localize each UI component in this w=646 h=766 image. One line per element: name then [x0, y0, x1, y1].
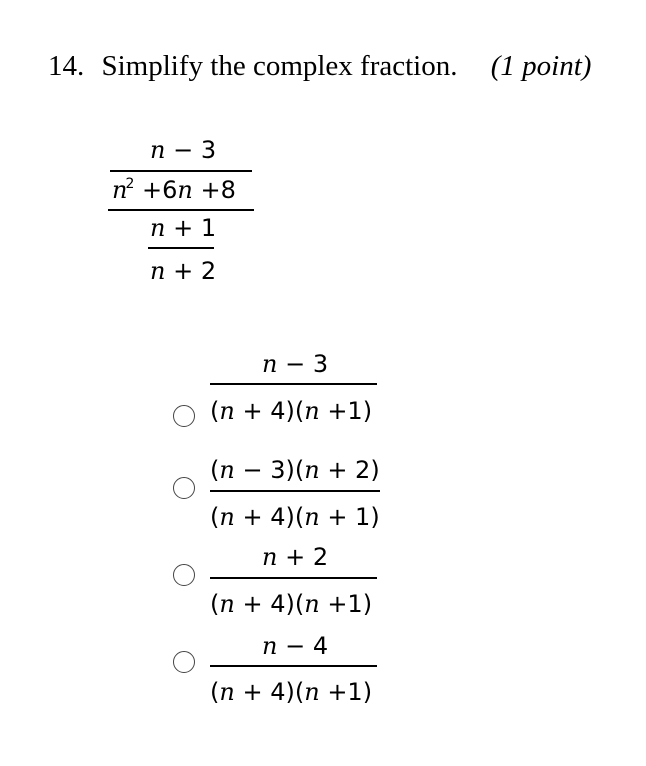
radio-choice-b[interactable]: [173, 477, 195, 499]
radio-choice-c[interactable]: [173, 564, 195, 586]
choice-c-fraction-bar: [210, 577, 377, 579]
outer-denominator-top: n + 1: [150, 214, 217, 242]
radio-choice-d[interactable]: [173, 651, 195, 673]
choice-b-denominator: (n + 4)(n + 1): [210, 503, 380, 531]
question-prompt: Simplify the complex fraction.: [101, 50, 458, 82]
choice-c-numerator: n + 2: [262, 543, 329, 571]
choice-d-fraction-bar: [210, 665, 377, 667]
choice-b-numerator: (n − 3)(n + 2): [210, 456, 380, 484]
radio-choice-a[interactable]: [173, 405, 195, 427]
choice-d-numerator: n − 4: [262, 632, 329, 660]
inner-fraction-bar-1: [110, 170, 252, 172]
choice-c-denominator: (n + 4)(n +1): [210, 590, 373, 618]
choice-a-denominator: (n + 4)(n +1): [210, 397, 373, 425]
choice-d-denominator: (n + 4)(n +1): [210, 678, 373, 706]
choice-b-fraction-bar: [210, 490, 380, 492]
question-header: [48, 48, 591, 84]
question-number: 14.: [48, 50, 85, 82]
outer-numerator-top: n − 3: [150, 136, 217, 164]
inner-fraction-bar-2: [148, 247, 214, 249]
outer-numerator-bottom: $n^2 +6n +8$: [112, 176, 236, 204]
choice-a-fraction-bar: [210, 383, 377, 385]
outer-denominator-bottom: n + 2: [150, 257, 217, 285]
main-fraction-bar: [108, 209, 254, 211]
question-points: (1 point): [490, 50, 592, 82]
choice-a-numerator: n − 3: [262, 350, 329, 378]
